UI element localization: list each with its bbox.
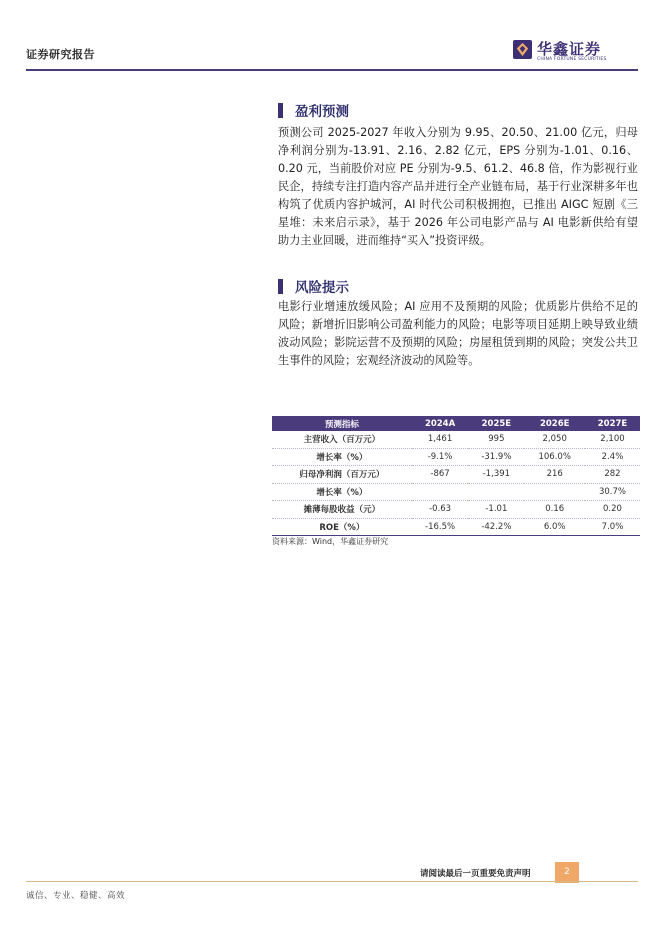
page-number-badge: 2 xyxy=(555,862,579,883)
table-cell: -1,391 xyxy=(468,466,524,484)
table-row xyxy=(272,448,640,466)
company-motto: 诚信、专业、稳健、高效 xyxy=(26,891,126,901)
forecast-table xyxy=(272,416,640,536)
section-title: 盈利预测 xyxy=(295,104,349,120)
row-label: ROE（%） xyxy=(272,518,412,536)
table-cell: 0.20 xyxy=(585,501,640,519)
table-header-cell: 2024A xyxy=(412,416,468,431)
table-cell: -31.9% xyxy=(468,448,524,466)
brand-logo-icon xyxy=(513,40,532,59)
row-label: 增长率（%） xyxy=(272,483,412,501)
table-header-cell: 2026E xyxy=(524,416,585,431)
table-row xyxy=(272,518,640,536)
row-label: 主营收入（百万元） xyxy=(272,431,412,448)
table-header-row xyxy=(272,416,640,431)
header-divider xyxy=(26,69,638,71)
table-cell: 282 xyxy=(585,466,640,484)
table-cell: 995 xyxy=(468,431,524,448)
disclaimer-notice: 请阅读最后一页重要免责声明 xyxy=(420,869,531,879)
table-row xyxy=(272,501,640,519)
section-heading-risk xyxy=(278,276,349,296)
table-cell: -0.63 xyxy=(412,501,468,519)
table-cell: 6.0% xyxy=(524,518,585,536)
table-cell: 2.4% xyxy=(585,448,640,466)
table-cell: 216 xyxy=(524,466,585,484)
table-cell: 0.16 xyxy=(524,501,585,519)
report-type-label: 证券研究报告 xyxy=(26,48,95,61)
table-cell: 106.0% xyxy=(524,448,585,466)
table-cell: 1,461 xyxy=(412,431,468,448)
row-label: 摊薄每股收益（元） xyxy=(272,501,412,519)
table-cell: 2,050 xyxy=(524,431,585,448)
table-cell: -867 xyxy=(412,466,468,484)
section-heading-profit-forecast xyxy=(278,100,349,120)
table-cell: -9.1% xyxy=(412,448,468,466)
row-label: 增长率（%） xyxy=(272,448,412,466)
brand-name-cn: 华鑫证券 xyxy=(537,40,602,58)
table-header-cell: 预测指标 xyxy=(272,416,412,431)
table-row xyxy=(272,431,640,448)
section-marker xyxy=(278,279,283,294)
table-row xyxy=(272,483,640,501)
table-cell: 2,100 xyxy=(585,431,640,448)
table-header-cell: 2025E xyxy=(468,416,524,431)
brand-logo xyxy=(513,38,633,68)
table-cell xyxy=(524,483,585,501)
table-cell: 30.7% xyxy=(585,483,640,501)
table-header-cell: 2027E xyxy=(585,416,640,431)
section-title: 风险提示 xyxy=(295,280,349,296)
table-cell xyxy=(412,483,468,501)
table-cell: -16.5% xyxy=(412,518,468,536)
row-label: 归母净利润（百万元） xyxy=(272,466,412,484)
risk-text: 电影行业增速放缓风险；AI 应用不及预期的风险；优质影片供给不足的风险；新增折旧影响公司盈利能力的风险；电影等项目延期上映导致业绩波动风险；影院运营不及预期的风险；房屋租赁到期的风险；突发公共卫生事件的风险；宏观经济波动的风险等。 xyxy=(278,300,638,367)
table-cell: 7.0% xyxy=(585,518,640,536)
section-marker xyxy=(278,103,283,118)
table-row xyxy=(272,466,640,484)
table-cell: -42.2% xyxy=(468,518,524,536)
profit-forecast-text: 预测公司 2025-2027 年收入分别为 9.95、20.50、21.00 亿元，归母净利润分别为-13.91、2.16、2.82 亿元，EPS 分别为-1.01、0.16、0.20 元，当前股价对应 PE 分别为-9.5、61.2、46.8 倍，作为影视行业民企，持续专注打造内容产品并进行全产业链布局，基于行业深耕多年也构筑了优质内容护城河，AI 时代公司积极拥抱，已推出 AIGC 短剧《三星堆：未来启示录》，基于 2026 年公司电影产品与 AI 电影新供给有望助力主业回暖，进而维持“买入”投资评级。 xyxy=(278,126,638,247)
table-source-note: 资料来源：Wind，华鑫证券研究 xyxy=(272,537,389,546)
table-cell xyxy=(468,483,524,501)
brand-name-en: CHINA FORTUNE SECURITIES xyxy=(537,57,607,62)
footer-divider xyxy=(26,881,638,882)
table-cell: -1.01 xyxy=(468,501,524,519)
